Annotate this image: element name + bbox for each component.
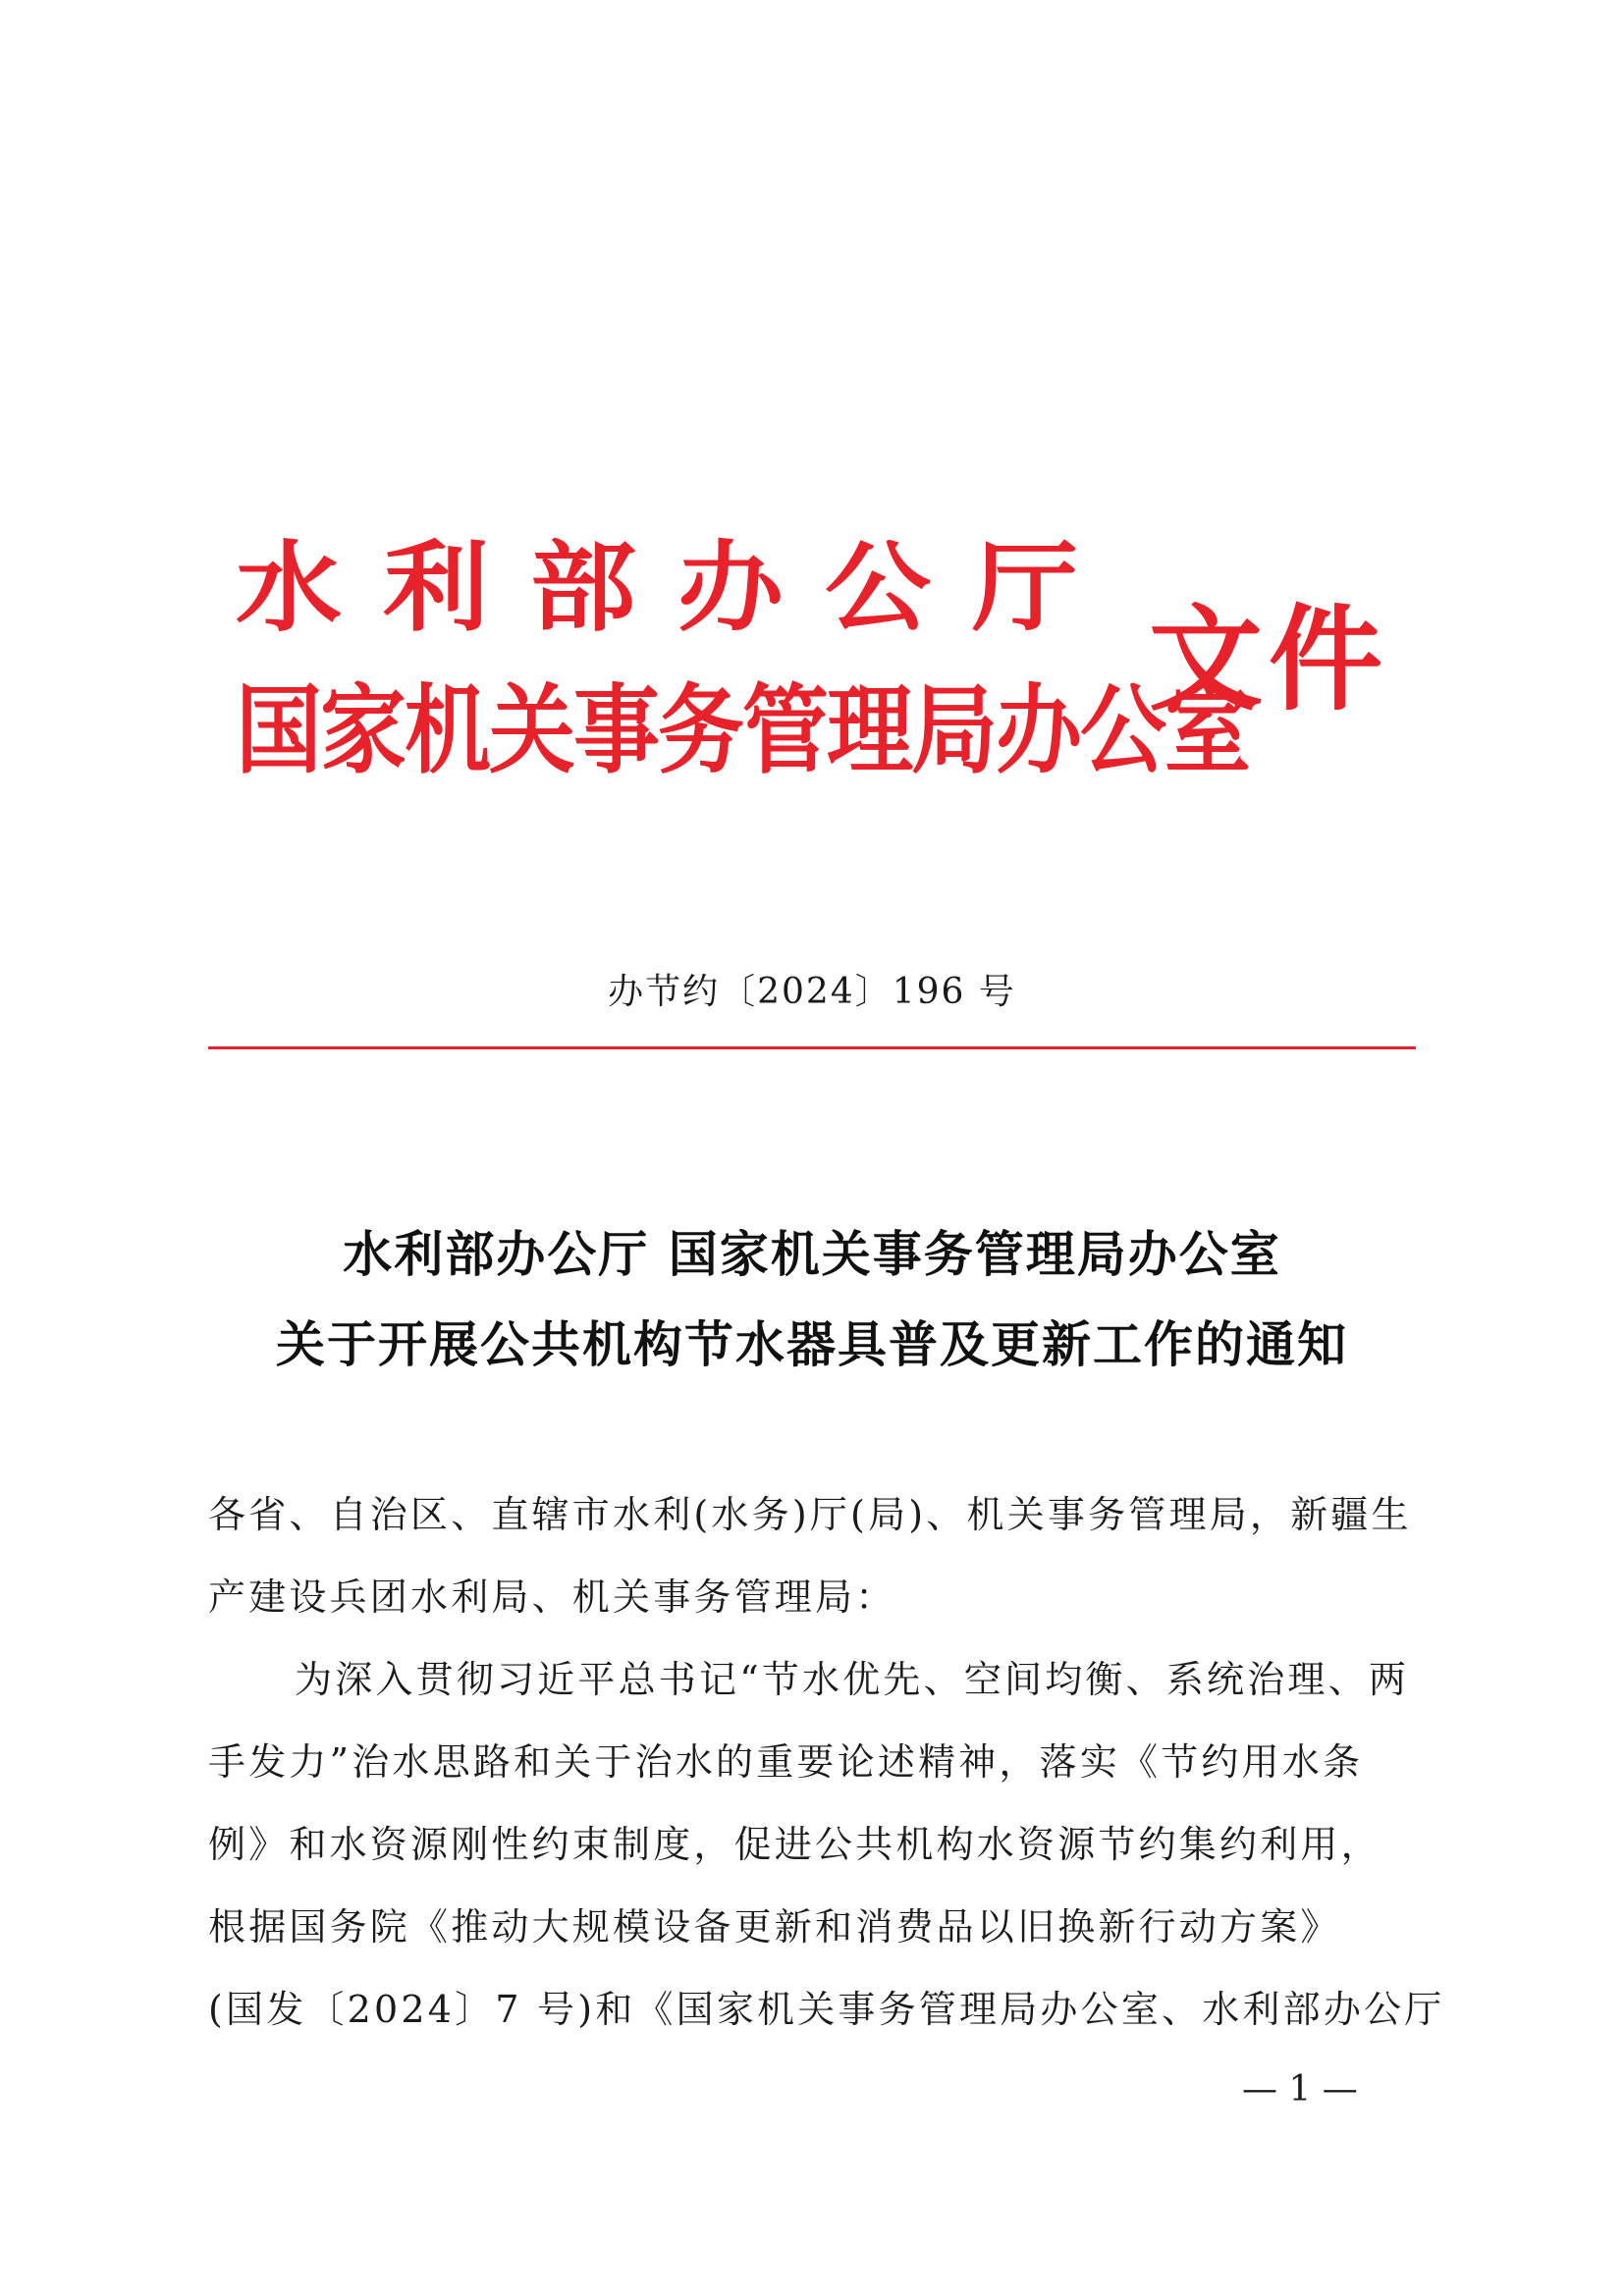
addressee-line-1: 各省、自治区、直辖市水利(水务)厅(局)、机关事务管理局，新疆生 xyxy=(208,1493,1412,1536)
paragraph-line-1: 为深入贯彻习近平总书记“节水优先、空间均衡、系统治理、两 xyxy=(295,1658,1410,1701)
paragraph-line-2: 手发力”治水思路和关于治水的重要论述精神，落实《节约用水条 xyxy=(208,1740,1364,1784)
notice-title-line-2: 关于开展公共机构节水器具普及更新工作的通知 xyxy=(276,1316,1348,1373)
masthead-line-ministry: 水利部办公厅 xyxy=(236,531,1120,645)
document-number: 办节约〔2024〕196 号 xyxy=(608,972,1016,1012)
paragraph-line-3: 例》和水资源刚性约束制度，促进公共机构水资源节约集约利用， xyxy=(208,1823,1381,1866)
paragraph-line-5: (国发〔2024〕7 号)和《国家机关事务管理局办公室、水利部办公厅 xyxy=(208,1988,1445,2031)
red-masthead xyxy=(236,520,1414,815)
addressee-line-2: 产建设兵团水利局、机关事务管理局： xyxy=(208,1575,896,1619)
notice-title-line-1: 水利部办公厅 国家机关事务管理局办公室 xyxy=(343,1226,1281,1283)
page-number: — 1 — xyxy=(1242,2069,1358,2109)
red-divider-line xyxy=(208,1046,1416,1049)
masthead-suffix: 文件 xyxy=(1149,594,1388,726)
masthead-line-bureau: 国家机关事务管理局办公室 xyxy=(236,673,1250,787)
paragraph-line-4: 根据国务院《推动大规模设备更新和消费品以旧换新行动方案》 xyxy=(208,1905,1341,1949)
